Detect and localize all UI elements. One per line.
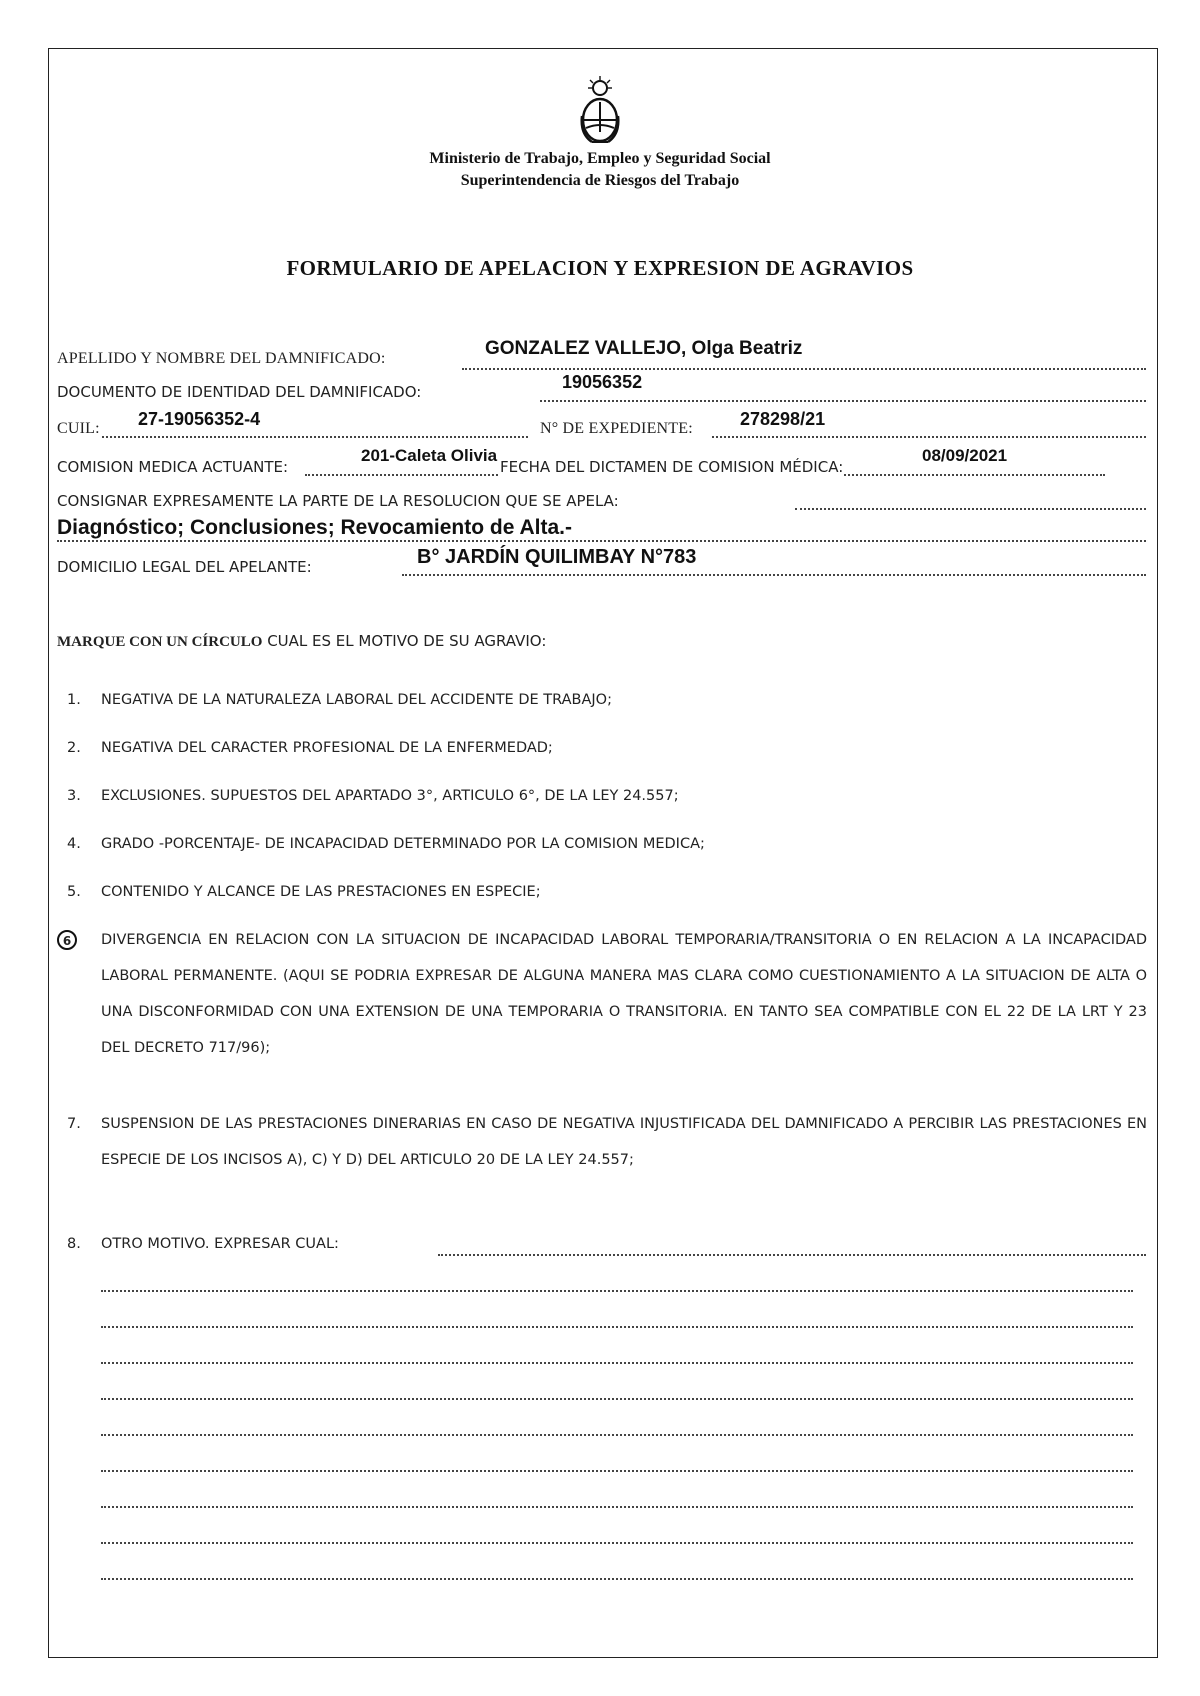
- motivo-item-1[interactable]: [67, 682, 1147, 718]
- motivo-item-7[interactable]: [67, 1106, 1147, 1214]
- form-title: FORMULARIO DE APELACION Y EXPRESION DE AGRAVIOS: [286, 256, 914, 280]
- ministry-name: Ministerio de Trabajo, Empleo y Seguridad Social: [429, 150, 771, 167]
- item-number: 8.: [67, 1236, 81, 1252]
- motivo-item-4[interactable]: [67, 826, 1147, 862]
- writing-line[interactable]: [101, 1506, 1133, 1508]
- item-number: 4.: [67, 836, 81, 852]
- comision-label: COMISION MEDICA ACTUANTE:: [57, 458, 289, 476]
- item-text: DIVERGENCIA EN RELACION CON LA SITUACION DE INCAPACIDAD LABORAL TEMPORARIA/TRANSITORIA O EN RELACION A LA INCAPACIDAD LABORAL PERMANENTE. (AQUI SE PODRIA EXPRESAR DE ALGUNA MANERA MAS CLARA COMO CUESTIONAMIENTO A LA SITUACION DE ALTA O UNA DISCONFORMIDAD CON UNA EXTENSION DE UNA TEMPORARIA O TRANSITORIA. EN TANTO SEA COMPATIBLE CON EL 22 DE LA LRT Y 23 DEL DECRETO 717/96);: [101, 932, 1147, 1056]
- item-number: 7.: [67, 1116, 81, 1132]
- coat-of-arms-icon: [578, 76, 622, 148]
- writing-line[interactable]: [101, 1362, 1133, 1364]
- fecha-field[interactable]: 08/09/2021: [922, 446, 1008, 465]
- item-number: 5.: [67, 884, 81, 900]
- item-number: 1.: [67, 692, 81, 708]
- motivo-item-2[interactable]: [67, 730, 1147, 766]
- writing-line[interactable]: [438, 1254, 1146, 1256]
- item-text: OTRO MOTIVO. EXPRESAR CUAL:: [101, 1236, 339, 1252]
- cuil-label: CUIL:: [57, 420, 100, 437]
- expediente-field[interactable]: 278298/21: [740, 409, 826, 429]
- item-number: 2.: [67, 740, 81, 756]
- expediente-label: N° DE EXPEDIENTE:: [540, 420, 693, 437]
- motivo-item-3[interactable]: [67, 778, 1147, 814]
- motivo-heading-rest: CUAL ES EL MOTIVO DE SU AGRAVIO:: [262, 632, 547, 650]
- writing-line[interactable]: [101, 1398, 1133, 1400]
- writing-line[interactable]: [101, 1434, 1133, 1436]
- item-text: SUSPENSION DE LAS PRESTACIONES DINERARIAS EN CASO DE NEGATIVA INJUSTIFICADA DEL DAMNIFICADO A PERCIBIR LAS PRESTACIONES EN ESPECIE DE LOS INCISOS A), C) Y D) DEL ARTICULO 20 DE LA LEY 24.557;: [101, 1116, 1147, 1168]
- resolucion-field[interactable]: Diagnóstico; Conclusiones; Revocamiento de Alta.-: [57, 516, 572, 539]
- item-text: CONTENIDO Y ALCANCE DE LAS PRESTACIONES EN ESPECIE;: [101, 884, 541, 900]
- item-text: NEGATIVA DE LA NATURALEZA LABORAL DEL ACCIDENTE DE TRABAJO;: [101, 692, 612, 708]
- writing-line[interactable]: [101, 1290, 1133, 1292]
- name-label: APELLIDO Y NOMBRE DEL DAMNIFICADO:: [57, 350, 386, 367]
- writing-line[interactable]: [101, 1578, 1133, 1580]
- name-field[interactable]: GONZALEZ VALLEJO, Olga Beatriz: [485, 338, 803, 359]
- document-label: DOCUMENTO DE IDENTIDAD DEL DAMNIFICADO:: [57, 383, 422, 401]
- item-text: GRADO -PORCENTAJE- DE INCAPACIDAD DETERMINADO POR LA COMISION MEDICA;: [101, 836, 705, 852]
- comision-field[interactable]: 201-Caleta Olivia: [361, 446, 498, 465]
- document-field[interactable]: 19056352: [562, 372, 643, 392]
- motivo-heading: [57, 632, 546, 651]
- item-number: 3.: [67, 788, 81, 804]
- motivo-heading-bold: MARQUE CON UN CÍRCULO: [57, 634, 263, 650]
- resolucion-label: CONSIGNAR EXPRESAMENTE LA PARTE DE LA RESOLUCION QUE SE APELA:: [57, 492, 619, 510]
- motivo-item-5[interactable]: [67, 874, 1147, 910]
- domicilio-field[interactable]: B° JARDÍN QUILIMBAY N°783: [417, 546, 697, 568]
- item-text: NEGATIVA DEL CARACTER PROFESIONAL DE LA ENFERMEDAD;: [101, 740, 553, 756]
- motivo-item-6[interactable]: [62, 922, 1147, 1102]
- writing-line[interactable]: [101, 1326, 1133, 1328]
- cuil-field[interactable]: 27-19056352-4: [138, 409, 261, 429]
- domicilio-label: DOMICILIO LEGAL DEL APELANTE:: [57, 558, 312, 576]
- fecha-label: FECHA DEL DICTAMEN DE COMISION MÉDICA:: [500, 458, 844, 476]
- item-text: EXCLUSIONES. SUPUESTOS DEL APARTADO 3°, ARTICULO 6°, DE LA LEY 24.557;: [101, 788, 679, 804]
- writing-line[interactable]: [101, 1542, 1133, 1544]
- agency-name: Superintendencia de Riesgos del Trabajo: [460, 172, 740, 189]
- motivo-item-8[interactable]: [67, 1226, 1147, 1262]
- writing-line[interactable]: [101, 1470, 1133, 1472]
- circled-number-icon: 6: [57, 930, 85, 950]
